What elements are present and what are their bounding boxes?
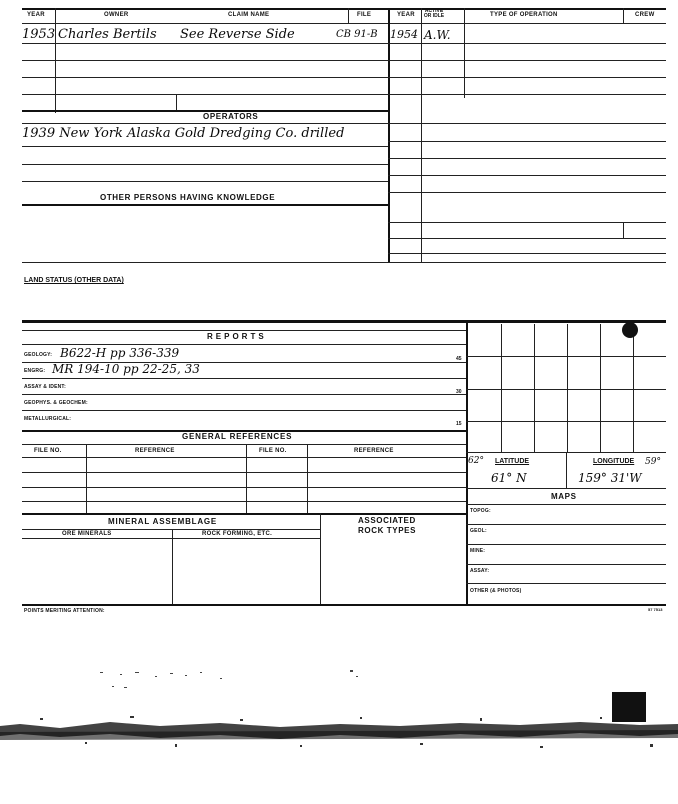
row-line — [22, 60, 388, 61]
section-bottom — [22, 262, 666, 263]
row-line — [22, 444, 466, 445]
header-active-or-idle: ACTIVE OR IDLE — [423, 8, 445, 19]
associated-label: ASSOCIATED — [358, 516, 416, 525]
right-row-line — [388, 77, 666, 78]
crew-divider — [623, 8, 624, 23]
header-divider — [348, 8, 349, 23]
row-line — [466, 524, 666, 525]
grid-line — [600, 324, 601, 452]
right-row-line — [388, 141, 666, 142]
right-row-line — [388, 94, 666, 95]
header-year-2: YEAR — [397, 12, 415, 18]
row-line — [22, 77, 388, 78]
section-bottom — [22, 604, 666, 606]
header-owner: OWNER — [104, 12, 129, 18]
status-value: A.W. — [424, 28, 451, 42]
grid-line — [534, 324, 535, 452]
geology-value: B622-H pp 336-339 — [60, 346, 180, 360]
owner-name-value: Charles Bertils — [58, 27, 157, 42]
geology-label: GEOLOGY: — [24, 352, 53, 358]
gr-divider — [246, 444, 247, 513]
gr-divider — [86, 444, 87, 513]
right-row-line — [388, 43, 666, 44]
right-row-line — [388, 238, 666, 239]
top-border — [22, 8, 666, 10]
operators-title: OPERATORS — [203, 112, 259, 121]
scan-noise-band — [0, 712, 678, 772]
longitude-value: 159° 31'W — [578, 471, 642, 485]
row-line — [22, 204, 388, 206]
type-divider — [464, 8, 465, 98]
header-claim-name: CLAIM NAME — [228, 12, 270, 18]
maps-other: OTHER (& PHOTOS) — [470, 588, 522, 594]
grid-line — [501, 324, 502, 452]
right-row-line — [388, 60, 666, 61]
row-line — [22, 94, 388, 95]
row-line — [22, 164, 388, 165]
grid-line — [466, 421, 666, 422]
year2-value: 1954 — [390, 28, 418, 41]
mineral-assemblage-title: MINERAL ASSEMBLAGE — [108, 517, 218, 526]
row-line — [22, 330, 466, 331]
right-row-line — [388, 123, 666, 124]
row-line — [22, 378, 466, 379]
owner-year-value: 1953 — [22, 27, 56, 42]
row-line — [22, 501, 466, 502]
engrg-label: ENGRG: — [24, 368, 46, 374]
row-line — [466, 488, 666, 489]
right-row-line — [388, 253, 666, 254]
geophys-label: GEOPHYS. & GEOCHEM: — [24, 400, 88, 406]
header-type-of-operation: TYPE OF OPERATION — [490, 12, 558, 18]
maps-assay: ASSAY: — [470, 568, 490, 574]
file-no-header-1: FILE NO. — [34, 448, 62, 454]
right-row-line — [388, 158, 666, 159]
maps-title: MAPS — [551, 492, 577, 501]
latitude-value: 61° N — [491, 471, 527, 485]
reference-header-2: REFERENCE — [354, 448, 394, 454]
rock-types-label: ROCK TYPES — [358, 526, 417, 535]
associated-divider — [320, 513, 321, 604]
coord-left-mark: 62° — [468, 456, 484, 466]
right-tick — [623, 222, 624, 238]
land-status-label: LAND STATUS (OTHER DATA) — [24, 277, 124, 284]
file-no-header-2: FILE NO. — [259, 448, 287, 454]
header-divider — [55, 8, 56, 23]
row-line — [22, 410, 466, 411]
file-value: CB 91-B — [336, 29, 378, 40]
claim-name-value: See Reverse Side — [180, 27, 295, 42]
coord-right-mark: 59° — [645, 457, 661, 467]
row-line — [22, 538, 320, 539]
operators-entry: 1939 New York Alaska Gold Dredging Co. drilled — [22, 126, 345, 141]
grid-line — [466, 356, 666, 357]
scale-15: 15 — [456, 421, 462, 427]
scan-specks — [60, 660, 400, 700]
coord-divider — [566, 452, 567, 488]
ore-minerals-header: ORE MINERALS — [62, 531, 112, 537]
row-line — [22, 529, 320, 530]
right-row-line — [388, 222, 666, 223]
row-line — [22, 457, 466, 458]
row-line — [22, 472, 466, 473]
reports-title: REPORTS — [207, 332, 267, 341]
right-row-line — [388, 175, 666, 176]
row-line — [22, 513, 466, 515]
row-line — [466, 504, 666, 505]
scale-30: 30 — [456, 389, 462, 395]
header-bottom-rule — [22, 23, 666, 24]
main-divider — [388, 8, 390, 262]
engrg-value: MR 194-10 pp 22-25, 33 — [52, 362, 200, 376]
header-file: FILE — [357, 12, 372, 18]
form-number: 57 7513 — [648, 607, 663, 612]
divider — [55, 94, 56, 110]
reports-top-border — [22, 320, 666, 323]
punch-hole — [622, 322, 638, 338]
other-persons-title: OTHER PERSONS HAVING KNOWLEDGE — [100, 193, 276, 202]
assay-label: ASSAY & IDENT: — [24, 384, 66, 390]
metallurgical-label: METALLURGICAL: — [24, 416, 72, 422]
row-line — [466, 544, 666, 545]
scale-45: 45 — [456, 356, 462, 362]
row-line — [466, 564, 666, 565]
row-line — [22, 123, 388, 124]
grid-line — [567, 324, 568, 452]
row-line — [22, 394, 466, 395]
row-line — [22, 43, 388, 44]
mineral-divider — [172, 529, 173, 604]
general-references-title: GENERAL REFERENCES — [182, 432, 293, 441]
grid-line — [633, 324, 634, 452]
reference-header-1: REFERENCE — [135, 448, 175, 454]
grid-line — [466, 389, 666, 390]
maps-topog: TOPOG: — [470, 508, 491, 514]
row-line — [22, 146, 388, 147]
divider — [176, 94, 177, 110]
right-row-line — [388, 192, 666, 193]
rock-forming-header: ROCK FORMING, ETC. — [202, 531, 273, 537]
header-crew: CREW — [635, 12, 655, 18]
maps-mine: MINE: — [470, 548, 486, 554]
active-divider — [421, 8, 422, 262]
points-meriting-label: POINTS MERITING ATTENTION: — [24, 608, 105, 614]
maps-geol: GEOL: — [470, 528, 487, 534]
header-year: YEAR — [27, 12, 45, 18]
row-line — [22, 487, 466, 488]
row-line — [466, 583, 666, 584]
longitude-label: LONGITUDE — [593, 458, 635, 465]
gr-divider — [307, 444, 308, 513]
row-line — [22, 181, 388, 182]
latitude-label: LATITUDE — [495, 458, 530, 465]
row-line — [22, 344, 466, 345]
